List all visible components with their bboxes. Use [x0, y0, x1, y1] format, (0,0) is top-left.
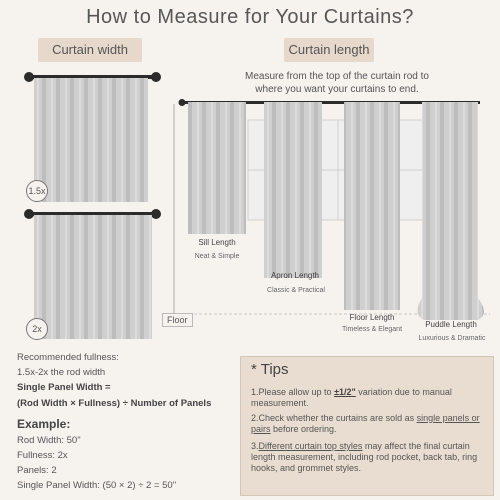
example-heading: Example:: [17, 417, 71, 431]
tips-heading: * Tips: [251, 361, 289, 378]
fullness-range: 1.5x-2x the rod width: [17, 367, 106, 378]
curtain-width-label: Curtain width: [38, 38, 142, 62]
curtain-panel-1-5x: [34, 78, 148, 202]
example-line: Panels: 2: [17, 465, 57, 476]
sill-length-label: Sill Length: [198, 238, 236, 247]
tip-3: 3.Different curtain top styles may affect the final curtain length measurement, including rod pocket, back tab, ring hooks, and grommet styles.: [251, 441, 478, 473]
curtain-apron: [264, 102, 322, 278]
measure-note: Measure from the top of the curtain rod to where you want your curtains to end.: [245, 71, 429, 95]
page-title: How to Measure for Your Curtains?: [86, 6, 414, 28]
curtain-panel-2x: [34, 215, 152, 339]
curtain-puddle: [417, 102, 484, 320]
puddle-length-desc: Luxurious & Dramatic: [418, 335, 486, 342]
floor-length-label: Floor Length: [349, 313, 395, 322]
example-line: Fullness: 2x: [17, 450, 68, 461]
apron-length-label: Apron Length: [270, 271, 320, 280]
sill-length-desc: Neat & Simple: [194, 253, 240, 260]
width-illustration: [0, 66, 180, 356]
curtain-floor: [344, 102, 400, 310]
length-illustration: [160, 92, 500, 342]
fullness-2x-badge: 2x: [26, 318, 48, 340]
formula-label: Single Panel Width =: [17, 382, 111, 393]
curtain-length-label: Curtain length: [284, 38, 374, 62]
tip-2: 2.Check whether the curtains are sold as single panels or pairs before ordering.: [251, 413, 480, 434]
example-line: Rod Width: 50": [17, 435, 81, 446]
formula: (Rod Width × Fullness) ÷ Number of Panels: [17, 398, 212, 409]
puddle-length-label: Puddle Length: [425, 320, 477, 329]
fullness-1-5x-badge: 1.5x: [26, 180, 48, 202]
tip-1: 1.Please allow up to ±1/2" variation due to manual measurement.: [251, 387, 452, 408]
floor-label: Floor: [162, 313, 193, 327]
apron-length-desc: Classic & Practical: [267, 287, 325, 294]
curtain-sill: [188, 102, 246, 234]
recommended-fullness: Recommended fullness:: [17, 352, 119, 363]
floor-length-desc: Timeless & Elegant: [341, 326, 403, 333]
example-line: Single Panel Width: (50 × 2) ÷ 2 = 50": [17, 480, 177, 491]
tips-box: [240, 356, 494, 496]
